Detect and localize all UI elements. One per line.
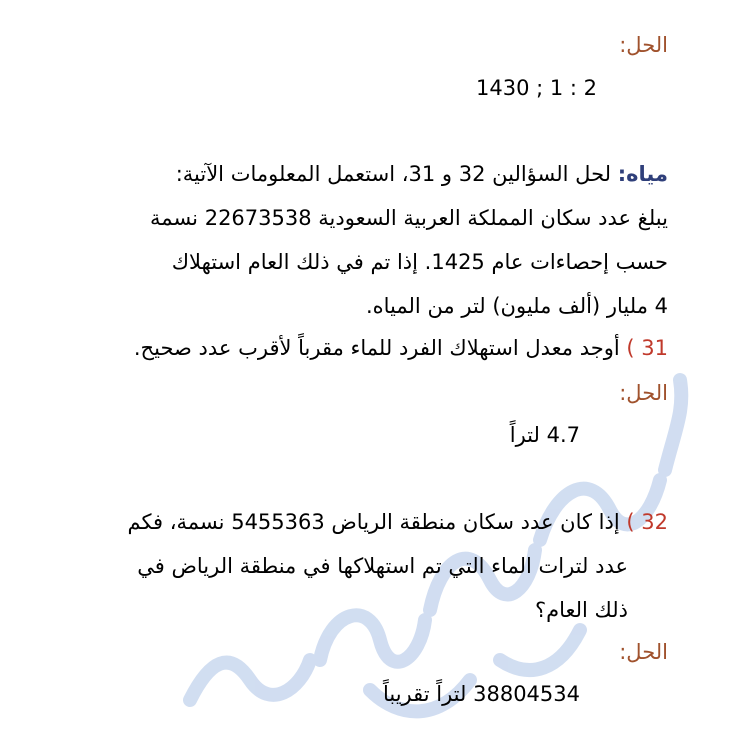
solution-label-2: الحل: (619, 381, 668, 405)
section-intro-line (176, 159, 668, 189)
answer-32: 38804534 لتراً تقريباً (382, 682, 580, 706)
question-32-line-2: عدد لترات الماء التي تم استهلاكها في منطقة الرياض في (137, 554, 628, 578)
question-32-text-1: إذا كان عدد سكان منطقة الرياض 5455363 نسمة، فكم (127, 510, 620, 534)
solution-label-3: الحل: (619, 640, 668, 664)
answer-31: 4.7 لتراً (509, 423, 580, 447)
question-31-number: 31 ) (626, 336, 668, 360)
previous-answer: 1430 ; 1 : 2 (476, 76, 598, 100)
info-line-3: 4 مليار (ألف مليون) لتر من المياه. (365, 294, 668, 318)
question-31 (134, 333, 668, 363)
solution-label-1: الحل: (619, 33, 668, 57)
section-intro: لحل السؤالين 32 و 31، استعمل المعلومات الآتية: (175, 162, 612, 186)
question-31-text: أوجد معدل استهلاك الفرد للماء مقرباً لأقرب عدد صحيح. (133, 336, 620, 360)
section-heading: مياه: (617, 162, 668, 186)
question-32-number: 32 ) (626, 510, 668, 534)
info-line-1: يبلغ عدد سكان المملكة العربية السعودية 22673538 نسمة (150, 206, 668, 230)
info-line-2: حسب إحصاءات عام 1425. إذا تم في ذلك العام استهلاك (171, 250, 668, 274)
question-32-line-1 (127, 507, 668, 537)
question-32-line-3: ذلك العام؟ (534, 598, 628, 622)
